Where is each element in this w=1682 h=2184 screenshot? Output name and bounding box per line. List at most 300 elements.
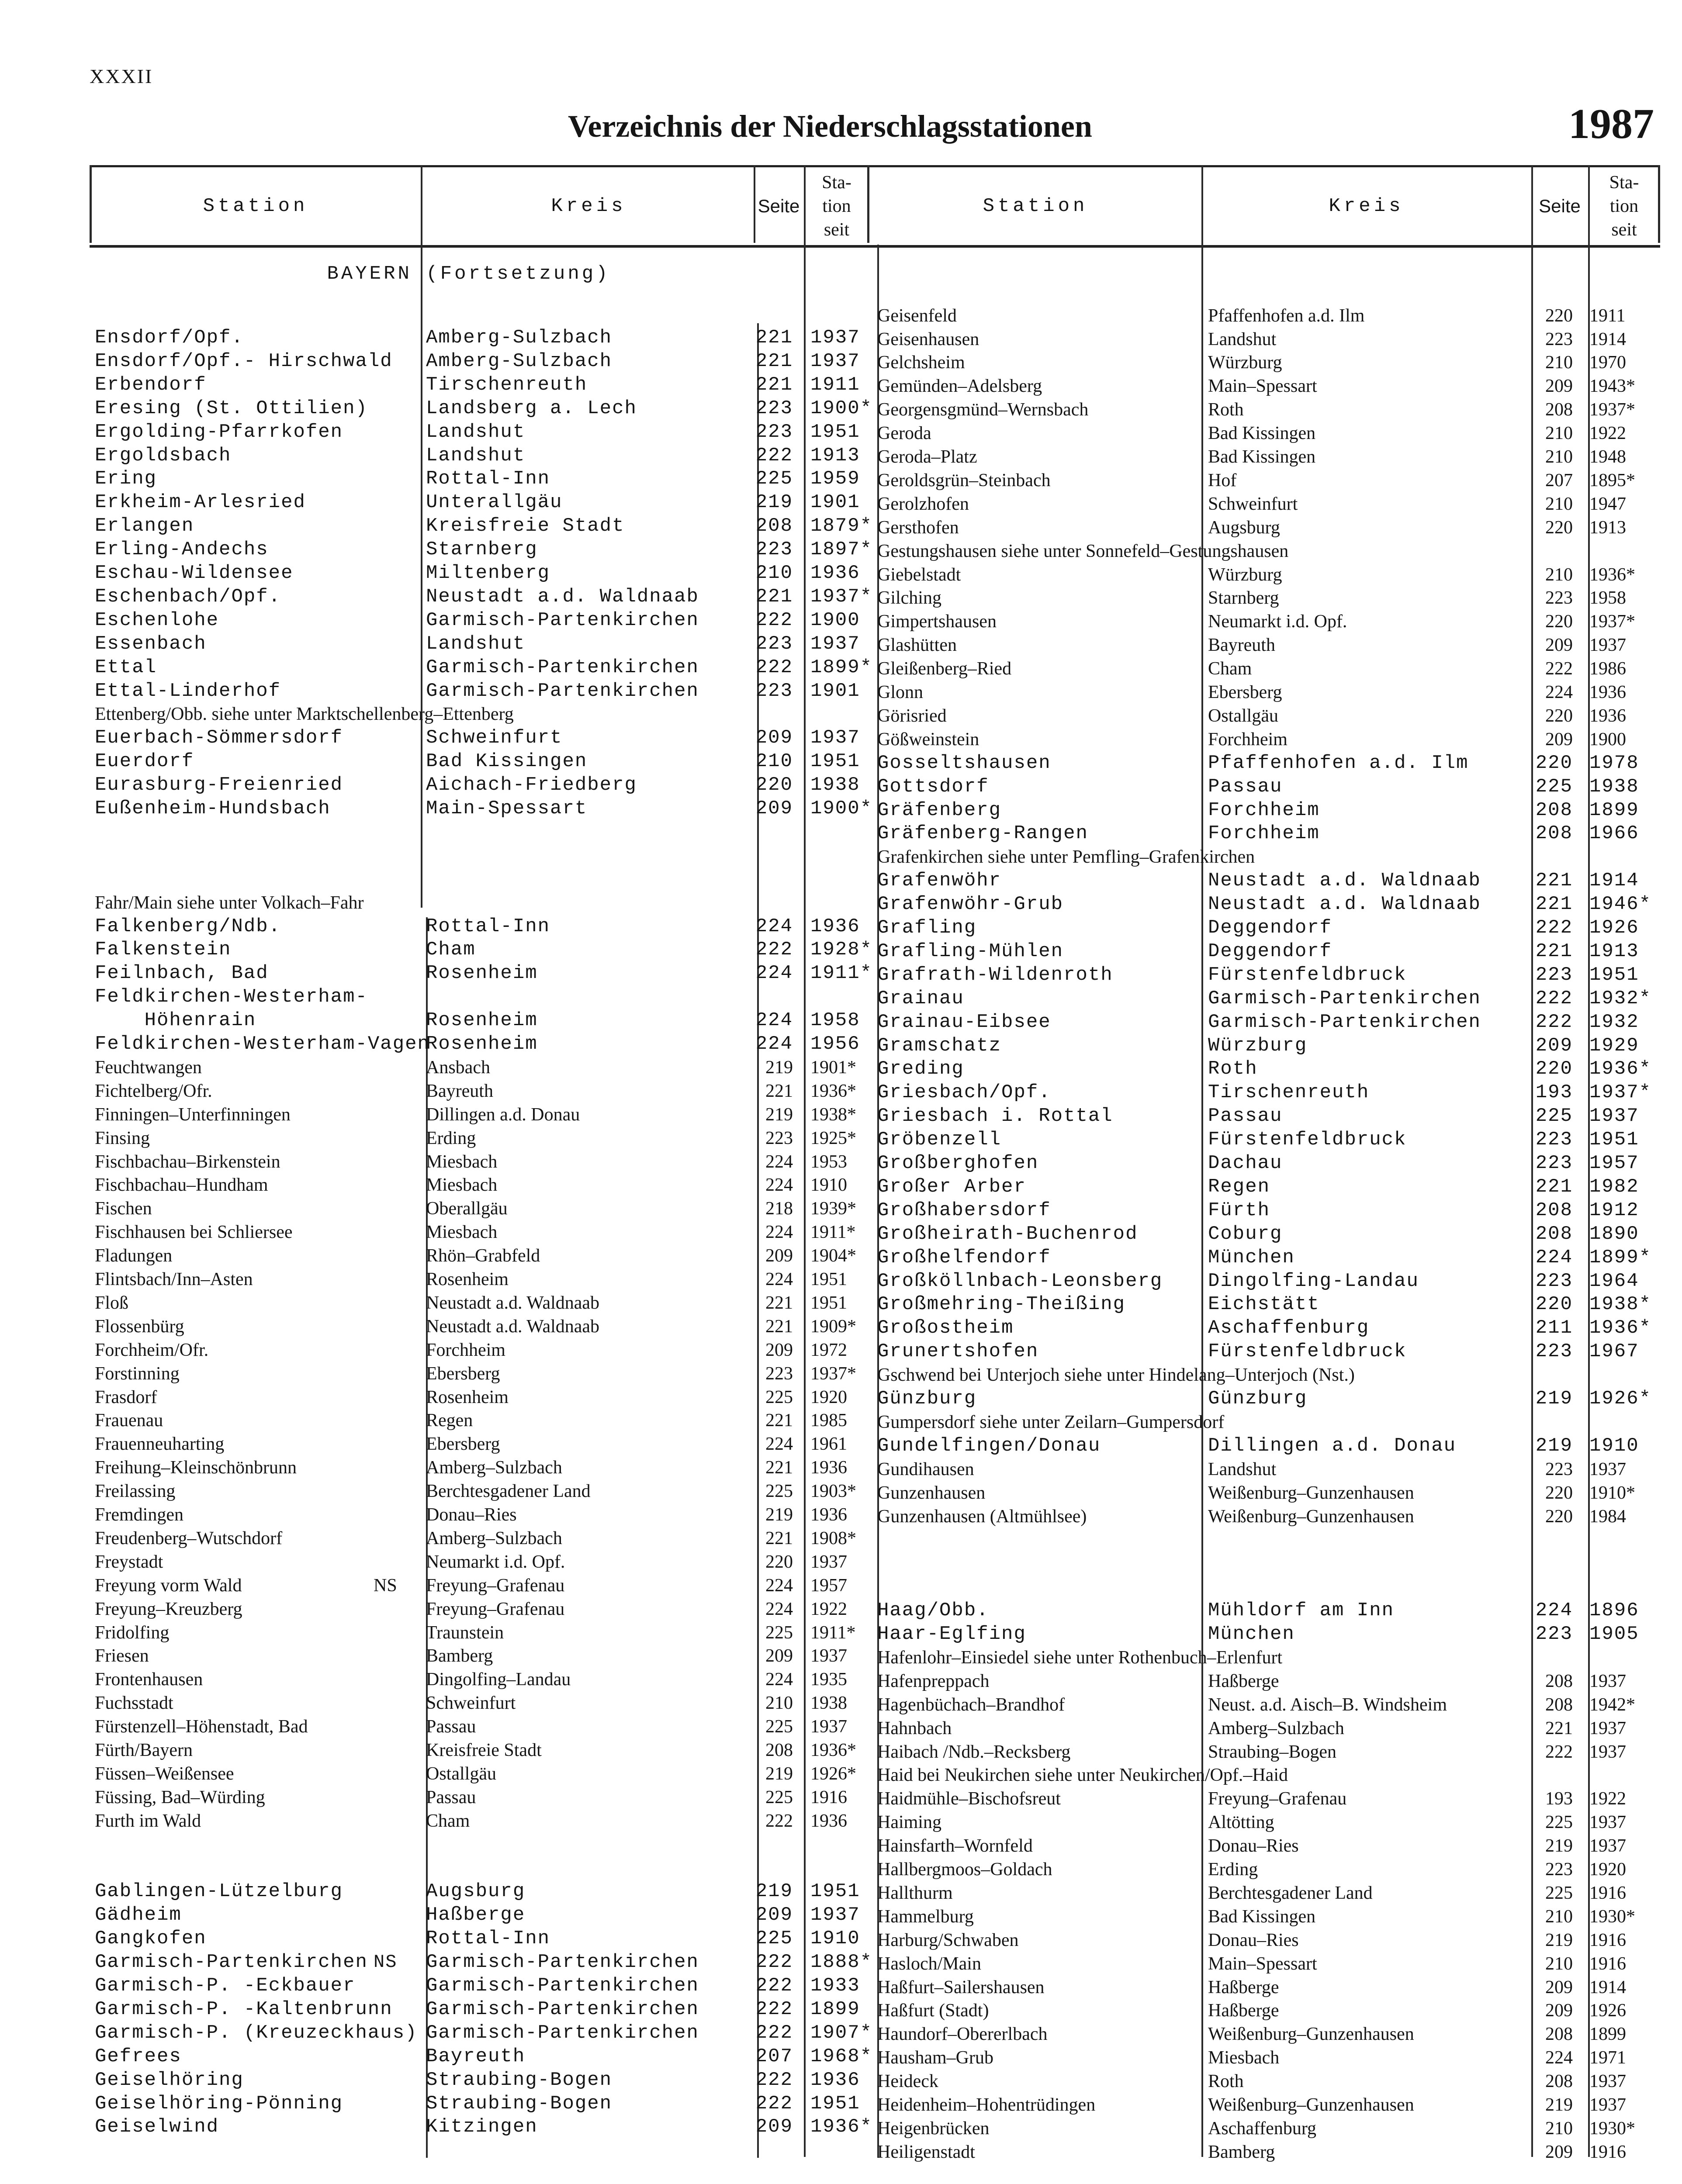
kreis-name: Schweinfurt — [426, 727, 563, 749]
station-since-year: 1938* — [1589, 1293, 1652, 1316]
table-row — [90, 2092, 869, 2115]
table-row — [90, 1809, 869, 1833]
table-row — [869, 1881, 1660, 1905]
station-since-year: 1911* — [810, 1622, 856, 1643]
kreis-name: Bamberg — [1208, 2142, 1275, 2162]
station-name: Freyung vorm Wald — [95, 1575, 242, 1596]
kreis-name: Eichstätt — [1208, 1293, 1320, 1316]
kreis-name: Tirschenreuth — [1208, 1082, 1370, 1104]
seite-number: 209 — [1545, 729, 1573, 750]
table-row — [869, 2070, 1660, 2093]
station-since-year: 1925* — [810, 1128, 856, 1148]
kreis-name: Fürstenfeldbruck — [1208, 964, 1407, 986]
table-row — [90, 467, 869, 491]
station-since-year: 1958 — [1589, 588, 1626, 608]
rule — [90, 165, 92, 243]
station-name: Hausham–Grub — [877, 2048, 993, 2068]
seite-number: 225 — [765, 1717, 793, 1737]
kreis-name: Landshut — [1208, 1459, 1277, 1479]
station-since-year: 1913 — [1589, 517, 1626, 538]
table-row — [869, 633, 1660, 657]
station-since-year: 1936* — [810, 1081, 856, 1101]
seite-number: 223 — [755, 632, 793, 655]
kreis-name: Unterallgäu — [426, 491, 563, 514]
kreis-name: Donau–Ries — [426, 1505, 517, 1525]
seite-number: 209 — [755, 727, 793, 749]
kreis-name: Forchheim — [426, 1340, 505, 1360]
station-name: Gimpertshausen — [877, 612, 997, 632]
seite-number: 210 — [1545, 2118, 1573, 2139]
kreis-name: Landshut — [1208, 329, 1277, 349]
station-name: Hagenbüchach–Brandhof — [877, 1694, 1065, 1715]
table-row — [90, 1079, 869, 1103]
station-since-year: 1930* — [1589, 1906, 1635, 1927]
table-row — [90, 514, 873, 538]
station-since-year: 1937 — [810, 327, 860, 349]
table-row — [90, 1950, 873, 1974]
table-row — [869, 1434, 1660, 1458]
kreis-name: Neustadt a.d. Waldnaab — [1208, 893, 1481, 916]
table-row — [90, 1338, 869, 1362]
seite-number: 218 — [765, 1199, 793, 1219]
table-row — [869, 916, 1660, 940]
page-number: XXXII — [90, 65, 153, 87]
kreis-name: Miesbach — [1208, 2048, 1280, 2068]
station-name: Grafling-Mühlen — [877, 940, 1064, 962]
table-row — [869, 1905, 1660, 1928]
kreis-name: Rosenheim — [426, 1033, 538, 1055]
station-since-year: 1937 — [1589, 2071, 1626, 2092]
seite-number: 207 — [1545, 470, 1573, 491]
station-since-year: 1937 — [1589, 1671, 1626, 1691]
seite-number: 222 — [755, 609, 793, 631]
table-row — [90, 1268, 869, 1291]
table-row — [869, 586, 1660, 610]
station-name: Glonn — [877, 682, 923, 703]
page-title: Verzeichnis der Niederschlagsstationen — [568, 109, 1092, 144]
station-since-year: 1951 — [810, 2092, 860, 2115]
seite-number: 220 — [1545, 305, 1573, 326]
seite-number: 219 — [755, 491, 793, 514]
station-name: Fischen — [95, 1199, 152, 1219]
station-name: Fichtelberg/Ofr. — [95, 1081, 212, 1101]
kreis-name: Fürth — [1208, 1199, 1270, 1221]
kreis-name: Neustadt a.d. Waldnaab — [426, 1292, 600, 1313]
table-row — [869, 963, 1660, 987]
table-row — [869, 1858, 1660, 1881]
table-row — [90, 1574, 869, 1597]
station-since-year: 1888* — [810, 1951, 873, 1973]
kreis-name: Dingolfing–Landau — [426, 1669, 571, 1690]
table-row — [869, 2093, 1660, 2117]
seite-number: 223 — [755, 397, 793, 419]
seite-number: 193 — [1535, 1082, 1573, 1104]
table-row — [869, 1081, 1660, 1104]
seite-number: 223 — [1545, 1459, 1573, 1479]
station-since-year: 1899* — [1589, 1246, 1652, 1268]
station-name: Glashütten — [877, 635, 957, 656]
station-since-year: 1922 — [1589, 423, 1626, 444]
kreis-name: Passau — [426, 1787, 476, 1807]
table-row — [869, 1151, 1660, 1175]
seite-number: 222 — [755, 2092, 793, 2115]
table-row — [90, 1197, 869, 1220]
station-since-year: 1984 — [1589, 1506, 1626, 1527]
kreis-name: Rottal-Inn — [426, 468, 550, 490]
station-name: Geiselwind — [95, 2116, 219, 2138]
seite-number: 225 — [765, 1387, 793, 1407]
seite-number: 223 — [755, 680, 793, 702]
station-name: Großköllnbach-Leonsberg — [877, 1270, 1163, 1292]
table-row — [869, 1693, 1660, 1717]
kreis-name: Garmisch-Partenkirchen — [426, 656, 699, 678]
seite-number: 209 — [765, 1246, 793, 1266]
kreis-name: Tirschenreuth — [426, 373, 588, 396]
seite-number: 208 — [1535, 822, 1573, 845]
table-row — [869, 1387, 1660, 1410]
kreis-name: München — [1208, 1623, 1295, 1645]
kreis-name: Aschaffenburg — [1208, 1317, 1370, 1339]
table-row — [90, 1150, 869, 1174]
station-since-year: 1937 — [1589, 1812, 1626, 1833]
station-since-year: 1937 — [1589, 1459, 1626, 1479]
station-name: Grafenwöhr — [877, 870, 1002, 892]
station-since-year: 1947 — [1589, 494, 1626, 514]
kreis-name: Miesbach — [426, 1222, 498, 1243]
kreis-name: Kreisfreie Stadt — [426, 515, 625, 537]
kreis-name: Augsburg — [1208, 517, 1280, 538]
seite-number: 221 — [1535, 940, 1573, 962]
table-row — [869, 610, 1660, 633]
kreis-name: Garmisch-Partenkirchen — [426, 680, 699, 702]
station-name: Erlangen — [95, 515, 194, 537]
station-since-year: 1928* — [810, 939, 873, 961]
table-row — [869, 422, 1660, 445]
kreis-name: Amberg-Sulzbach — [426, 327, 613, 349]
station-since-year: 1961 — [810, 1434, 847, 1455]
table-row — [869, 2117, 1660, 2140]
seite-number: 210 — [1545, 1953, 1573, 1974]
station-name: Geiselhöring — [95, 2069, 244, 2091]
station-name: Gelchsheim — [877, 352, 965, 373]
table-row — [869, 469, 1660, 492]
table-row — [90, 1880, 869, 1903]
station-name: Großberghofen — [877, 1152, 1039, 1175]
station-since-year: 1936 — [810, 1811, 847, 1831]
table-row — [869, 1669, 1660, 1693]
kreis-name: Aichach-Friedberg — [426, 774, 637, 796]
seite-number: 221 — [755, 585, 793, 608]
seite-number: 222 — [1535, 1011, 1573, 1033]
station-name: Frauenau — [95, 1410, 163, 1431]
table-row — [869, 351, 1660, 374]
table-row — [869, 798, 1660, 822]
station-name: Ensdorf/Opf. — [95, 327, 244, 349]
kreis-name: Roth — [1208, 1058, 1258, 1080]
station-name: Geisenhausen — [877, 329, 979, 349]
seite-number: 207 — [755, 2045, 793, 2067]
seite-number: 209 — [1545, 376, 1573, 397]
kreis-name: Dachau — [1208, 1152, 1283, 1175]
station-since-year: 1899 — [1589, 799, 1639, 821]
kreis-name: Neumarkt i.d. Opf. — [1208, 612, 1347, 632]
station-since-year: 1951 — [810, 421, 860, 443]
station-since-year: 1901* — [810, 1057, 856, 1078]
table-row — [869, 751, 1660, 775]
station-name: Ensdorf/Opf.- Hirschwald — [95, 350, 393, 372]
station-name: Georgensgmünd–Wernsbach — [877, 400, 1089, 420]
table-row — [90, 961, 873, 985]
station-since-year: 1936* — [1589, 1317, 1652, 1339]
seite-number: 209 — [755, 2116, 793, 2138]
seite-number: 224 — [1535, 1246, 1573, 1268]
station-name: Heideck — [877, 2071, 938, 2092]
station-since-year: 1933 — [810, 1975, 860, 1997]
station-name: Eschau-Wildensee — [95, 562, 294, 584]
seite-number: 208 — [1545, 1671, 1573, 1691]
table-row — [869, 1505, 1660, 1528]
kreis-name: Neustadt a.d. Waldnaab — [1208, 870, 1481, 892]
seite-number: 224 — [765, 1599, 793, 1619]
table-row — [90, 1315, 869, 1338]
table-row — [869, 1175, 1660, 1199]
seite-number: 219 — [755, 1880, 793, 1903]
table-row — [90, 1291, 869, 1315]
station-name: Hafenpreppach — [877, 1671, 990, 1691]
kreis-name: Haßberge — [1208, 1977, 1279, 1997]
table-row — [869, 1999, 1660, 2022]
table-row — [869, 328, 1660, 351]
seite-number: 209 — [755, 1904, 793, 1926]
kreis-name: Kitzingen — [426, 2116, 538, 2138]
seite-number: 224 — [765, 1222, 793, 1243]
kreis-name: Bad Kissingen — [1208, 423, 1316, 444]
seite-number: 222 — [765, 1811, 793, 1831]
station-since-year: 1951 — [810, 1269, 847, 1289]
table-row — [90, 750, 869, 773]
station-name: Geroldsgrün–Steinbach — [877, 470, 1051, 491]
kreis-name: München — [1208, 1246, 1295, 1268]
station-name: Gundihausen — [877, 1459, 974, 1479]
station-since-year: 1936* — [810, 1740, 856, 1760]
seite-number: 222 — [755, 444, 793, 467]
table-row — [90, 1691, 869, 1715]
seite-number: 225 — [755, 468, 793, 490]
seite-number: 223 — [1545, 329, 1573, 349]
station-name: Großhabersdorf — [877, 1199, 1051, 1221]
kreis-name: Coburg — [1208, 1223, 1283, 1245]
station-name: Gröbenzell — [877, 1129, 1002, 1151]
kreis-name: Neustadt a.d. Waldnaab — [426, 1316, 600, 1337]
station-name: Hasloch/Main — [877, 1953, 981, 1974]
station-name: Hammelburg — [877, 1906, 974, 1927]
station-since-year: 1936 — [1589, 682, 1626, 703]
station-name: Fischhausen bei Schliersee — [95, 1222, 293, 1243]
station-name: Gunzenhausen (Altmühlsee) — [877, 1506, 1087, 1527]
station-since-year: 1922 — [1589, 1789, 1626, 1809]
station-since-year: 1957 — [810, 1575, 847, 1596]
kreis-name: Cham — [1208, 659, 1252, 679]
station-name: Ering — [95, 468, 157, 490]
station-since-year: 1920 — [810, 1387, 847, 1407]
station-since-year: 1899 — [1589, 2024, 1626, 2045]
kreis-name: Altötting — [1208, 1812, 1274, 1833]
table-row — [90, 2045, 873, 2068]
seite-number: 209 — [1545, 635, 1573, 656]
seite-number: 225 — [755, 1928, 793, 1950]
station-since-year: 1911* — [810, 962, 873, 985]
kreis-name: Amberg–Sulzbach — [1208, 1718, 1344, 1738]
station-since-year: 1916 — [810, 1787, 847, 1807]
kreis-name: Passau — [1208, 775, 1283, 798]
table-row — [90, 985, 869, 1009]
kreis-name: Deggendorf — [1208, 917, 1332, 939]
station-since-year: 1953 — [810, 1151, 847, 1172]
station-name: Gottsdorf — [877, 775, 989, 798]
station-name: Grafenwöhr-Grub — [877, 893, 1064, 916]
station-name: Heigenbrücken — [877, 2118, 990, 2139]
station-since-year: 1912 — [1589, 1199, 1639, 1221]
station-name: Geroda–Platz — [877, 447, 977, 467]
seite-number: 221 — [1535, 1175, 1573, 1198]
station-since-year: 1951 — [810, 1292, 847, 1313]
kreis-name: Berchtesgadener Land — [1208, 1883, 1373, 1903]
station-name: Feilnbach, Bad — [95, 962, 269, 985]
kreis-name: Straubing-Bogen — [426, 2069, 613, 2091]
seite-number: 224 — [755, 1009, 793, 1032]
table-row — [869, 2022, 1660, 2046]
table-row — [869, 940, 1660, 963]
kreis-name: Rosenheim — [426, 962, 538, 985]
table-row — [869, 657, 1660, 681]
station-since-year: 1911 — [810, 373, 860, 396]
seite-number: 222 — [1545, 659, 1573, 679]
kreis-name: Bamberg — [426, 1646, 493, 1666]
table-row — [90, 1903, 869, 1927]
station-name: Gefrees — [95, 2045, 182, 2067]
header-seite: Seite — [758, 196, 800, 216]
table-row — [869, 775, 1660, 798]
seite-number: 220 — [1545, 517, 1573, 538]
kreis-name: Rottal-Inn — [426, 1928, 550, 1950]
table-row — [90, 1974, 869, 1997]
table-row — [90, 349, 869, 373]
kreis-name: Ostallgäu — [1208, 705, 1278, 726]
station-name: Hallbergmoos–Goldach — [877, 1859, 1052, 1880]
station-since-year: 1938 — [1589, 775, 1639, 798]
kreis-name: Dingolfing-Landau — [1208, 1270, 1419, 1292]
seite-number: 225 — [765, 1481, 793, 1502]
seite-number: 222 — [755, 1998, 793, 2020]
seite-number: 210 — [755, 750, 793, 773]
table-row — [869, 1034, 1660, 1057]
station-since-year: 1905 — [1589, 1623, 1639, 1645]
station-since-year: 1951 — [810, 750, 860, 773]
station-name: Erkheim-Arlesried — [95, 491, 306, 514]
table-header — [90, 165, 1660, 248]
year-label: 1987 — [1568, 100, 1654, 148]
seite-number: 208 — [765, 1740, 793, 1760]
table-row — [90, 2068, 869, 2092]
cross-reference-note: Ettenberg/Obb. siehe unter Marktschellenberg–Ettenberg — [95, 704, 514, 725]
kreis-name: Straubing–Bogen — [1208, 1742, 1336, 1762]
seite-number: 221 — [765, 1316, 793, 1337]
seite-number: 223 — [765, 1363, 793, 1384]
station-since-year: 1937 — [1589, 1836, 1626, 1856]
station-name: Haar-Eglfing — [877, 1623, 1026, 1645]
kreis-name: Freyung–Grafenau — [1208, 1789, 1347, 1809]
seite-number: 224 — [765, 1269, 793, 1289]
station-since-year: 1937* — [1589, 612, 1635, 632]
station-name: Fürth/Bayern — [95, 1740, 193, 1760]
station-name: Garmisch-Partenkirchen — [95, 1951, 368, 1973]
seite-number: 224 — [765, 1434, 793, 1455]
table-row — [90, 1479, 869, 1503]
station-name: Fürstenzell–Höhenstadt, Bad — [95, 1717, 308, 1737]
table-row — [90, 679, 869, 703]
station-since-year: 1964 — [1589, 1270, 1639, 1292]
station-name: Euerbach-Sömmersdorf — [95, 727, 343, 749]
seite-number: 225 — [765, 1622, 793, 1643]
station-name: Frontenhausen — [95, 1669, 203, 1690]
seite-number: 210 — [1545, 447, 1573, 467]
table-row — [869, 1246, 1660, 1269]
header-station-seit: Sta- tion seit — [1609, 173, 1639, 240]
station-name: Griesbach/Opf. — [877, 1082, 1051, 1104]
table-row — [869, 987, 1660, 1010]
seite-number: 221 — [1545, 1718, 1573, 1738]
station-since-year: 1897* — [810, 539, 873, 561]
seite-number: 193 — [1545, 1789, 1573, 1809]
table-row — [869, 1811, 1660, 1834]
table-row — [869, 516, 1660, 539]
header-station: Station — [203, 195, 308, 217]
table-row — [869, 2140, 1660, 2164]
seite-number: 220 — [1545, 1506, 1573, 1527]
kreis-name: Bayreuth — [426, 1081, 493, 1101]
cross-reference-note: Gumpersdorf siehe unter Zeilarn–Gumpersdorf — [877, 1412, 1225, 1432]
table-row — [90, 797, 873, 820]
seite-number: 225 — [765, 1787, 793, 1807]
seite-number: 209 — [765, 1340, 793, 1360]
table-row — [90, 1715, 869, 1738]
kreis-name: Rottal-Inn — [426, 915, 550, 937]
kreis-name: Erding — [1208, 1859, 1258, 1880]
station-name: Floß — [95, 1292, 129, 1313]
seite-number: 223 — [1535, 964, 1573, 986]
station-name: Freystadt — [95, 1552, 163, 1572]
station-since-year: 1900* — [810, 798, 873, 819]
kreis-name: Landsberg a. Lech — [426, 397, 637, 419]
station-name: Ettal-Linderhof — [95, 680, 281, 702]
station-since-year: 1913 — [810, 444, 860, 467]
station-since-year: 1901 — [810, 491, 860, 514]
station-name: Gramschatz — [877, 1034, 1002, 1057]
station-since-year: 1937* — [1589, 400, 1635, 420]
station-since-year: 1951 — [1589, 1129, 1639, 1151]
kreis-name: Mühldorf am Inn — [1208, 1600, 1395, 1622]
table-row — [90, 1597, 869, 1621]
seite-number: 224 — [1545, 682, 1573, 703]
kreis-name: Starnberg — [426, 539, 538, 561]
station-name: Füssen–Weißensee — [95, 1763, 234, 1784]
kreis-name: Pfaffenhofen a.d. Ilm — [1208, 752, 1469, 774]
table-row — [90, 632, 869, 656]
seite-number: 225 — [1545, 1812, 1573, 1833]
seite-number: 221 — [755, 327, 793, 349]
station-name: Falkenstein — [95, 939, 232, 961]
station-since-year: 1932 — [1589, 1011, 1639, 1033]
